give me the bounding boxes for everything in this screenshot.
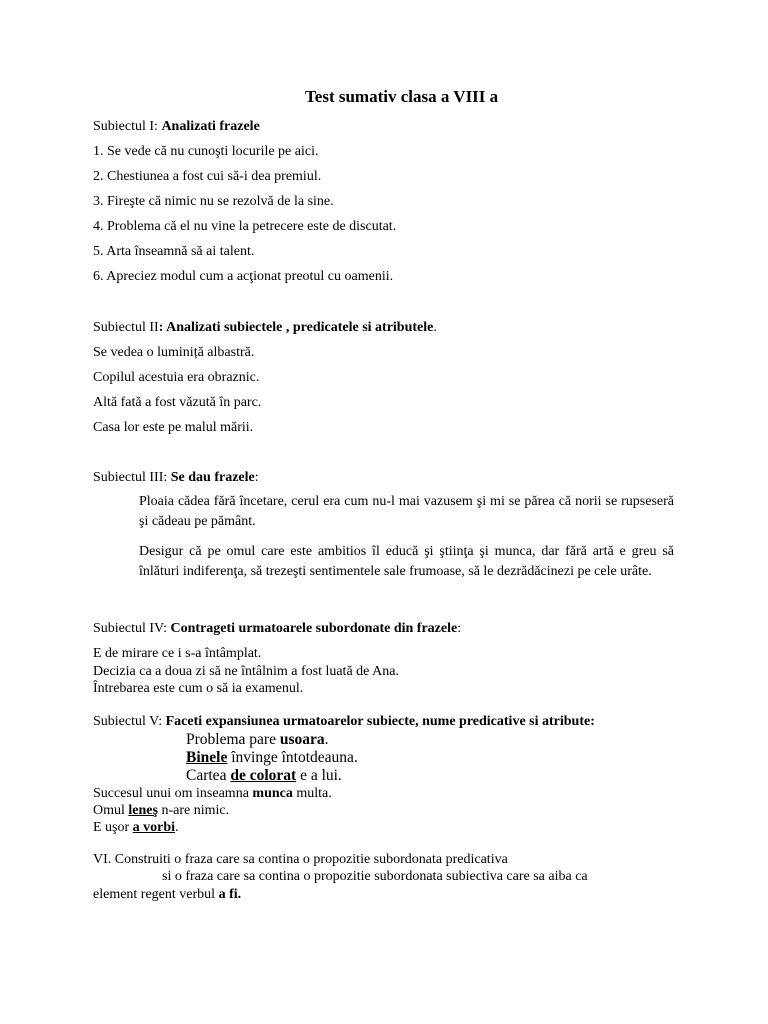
section-6-line: element regent verbul a fi. xyxy=(93,887,242,902)
paragraph-1: Ploaia cădea fără încetare, cerul era cum nu-l mai vazusem şi mi se părea că norii se rupseseră şi cădeau pe pământ. xyxy=(139,494,674,529)
example-line: Binele învinge întotdeauna. xyxy=(186,749,358,766)
example-line: Succesul unui om inseamna munca multa. xyxy=(93,786,332,801)
page-title: Test sumativ clasa a VIII a xyxy=(305,87,499,106)
list-item: Decizia ca a doua zi să ne întâlnim a fost luată de Ana. xyxy=(93,664,399,679)
section-4-heading: Subiectul IV: Contrageti urmatoarele subordonate din frazele: xyxy=(93,621,462,636)
list-item: Copilul acestuia era obraznic. xyxy=(93,370,260,385)
section-5-heading: Subiectul V: Faceti expansiunea urmatoarelor subiecte, nume predicative si atribute: xyxy=(93,714,595,729)
list-item: Întrebarea este cum o să ia examenul. xyxy=(93,681,304,696)
example-line: E uşor a vorbi. xyxy=(93,820,179,835)
section-2-heading: Subiectul II: Analizati subiectele , predicatele si atributele. xyxy=(93,320,437,335)
list-item: 1. Se vede că nu cunoşti locurile pe aici. xyxy=(93,144,319,159)
example-line: Omul leneş n-are nimic. xyxy=(93,803,230,818)
list-item: Se vedea o luminiță albastră. xyxy=(93,345,255,360)
list-item: Casa lor este pe malul mării. xyxy=(93,420,254,435)
list-item: Altă fată a fost văzută în parc. xyxy=(93,395,262,410)
list-item: E de mirare ce i s-a întâmplat. xyxy=(93,646,262,661)
section-6-line: si o fraza care sa contina o propozitie subordonata subiectiva care sa aiba ca xyxy=(162,869,588,884)
paragraph-2: Desigur că pe omul care este ambitios îl educă şi ştiinţa şi munca, dar fără artă e greu să înlături indiferenţa, să trezeşti sentimentele sale frumoase, să le dezrădăcinezi pe cele urâte. xyxy=(139,544,674,579)
list-item: 6. Apreciez modul cum a acţionat preotul cu oamenii. xyxy=(93,269,394,284)
example-line: Problema pare usoara. xyxy=(186,731,329,748)
list-item: 5. Arta înseamnă să ai talent. xyxy=(93,244,255,259)
example-line: Cartea de colorat e a lui. xyxy=(186,767,342,784)
section-1-heading: Subiectul I: Analizati frazele xyxy=(93,119,260,134)
list-item: 4. Problema că el nu vine la petrecere este de discutat. xyxy=(93,219,397,234)
list-item: 3. Fireşte că nimic nu se rezolvă de la sine. xyxy=(93,194,334,209)
section-3-heading: Subiectul III: Se dau frazele: xyxy=(93,470,259,485)
section-6-line: VI. Construiti o fraza care sa contina o propozitie subordonata predicativa xyxy=(93,852,508,867)
list-item: 2. Chestiunea a fost cui să-i dea premiul. xyxy=(93,169,322,184)
